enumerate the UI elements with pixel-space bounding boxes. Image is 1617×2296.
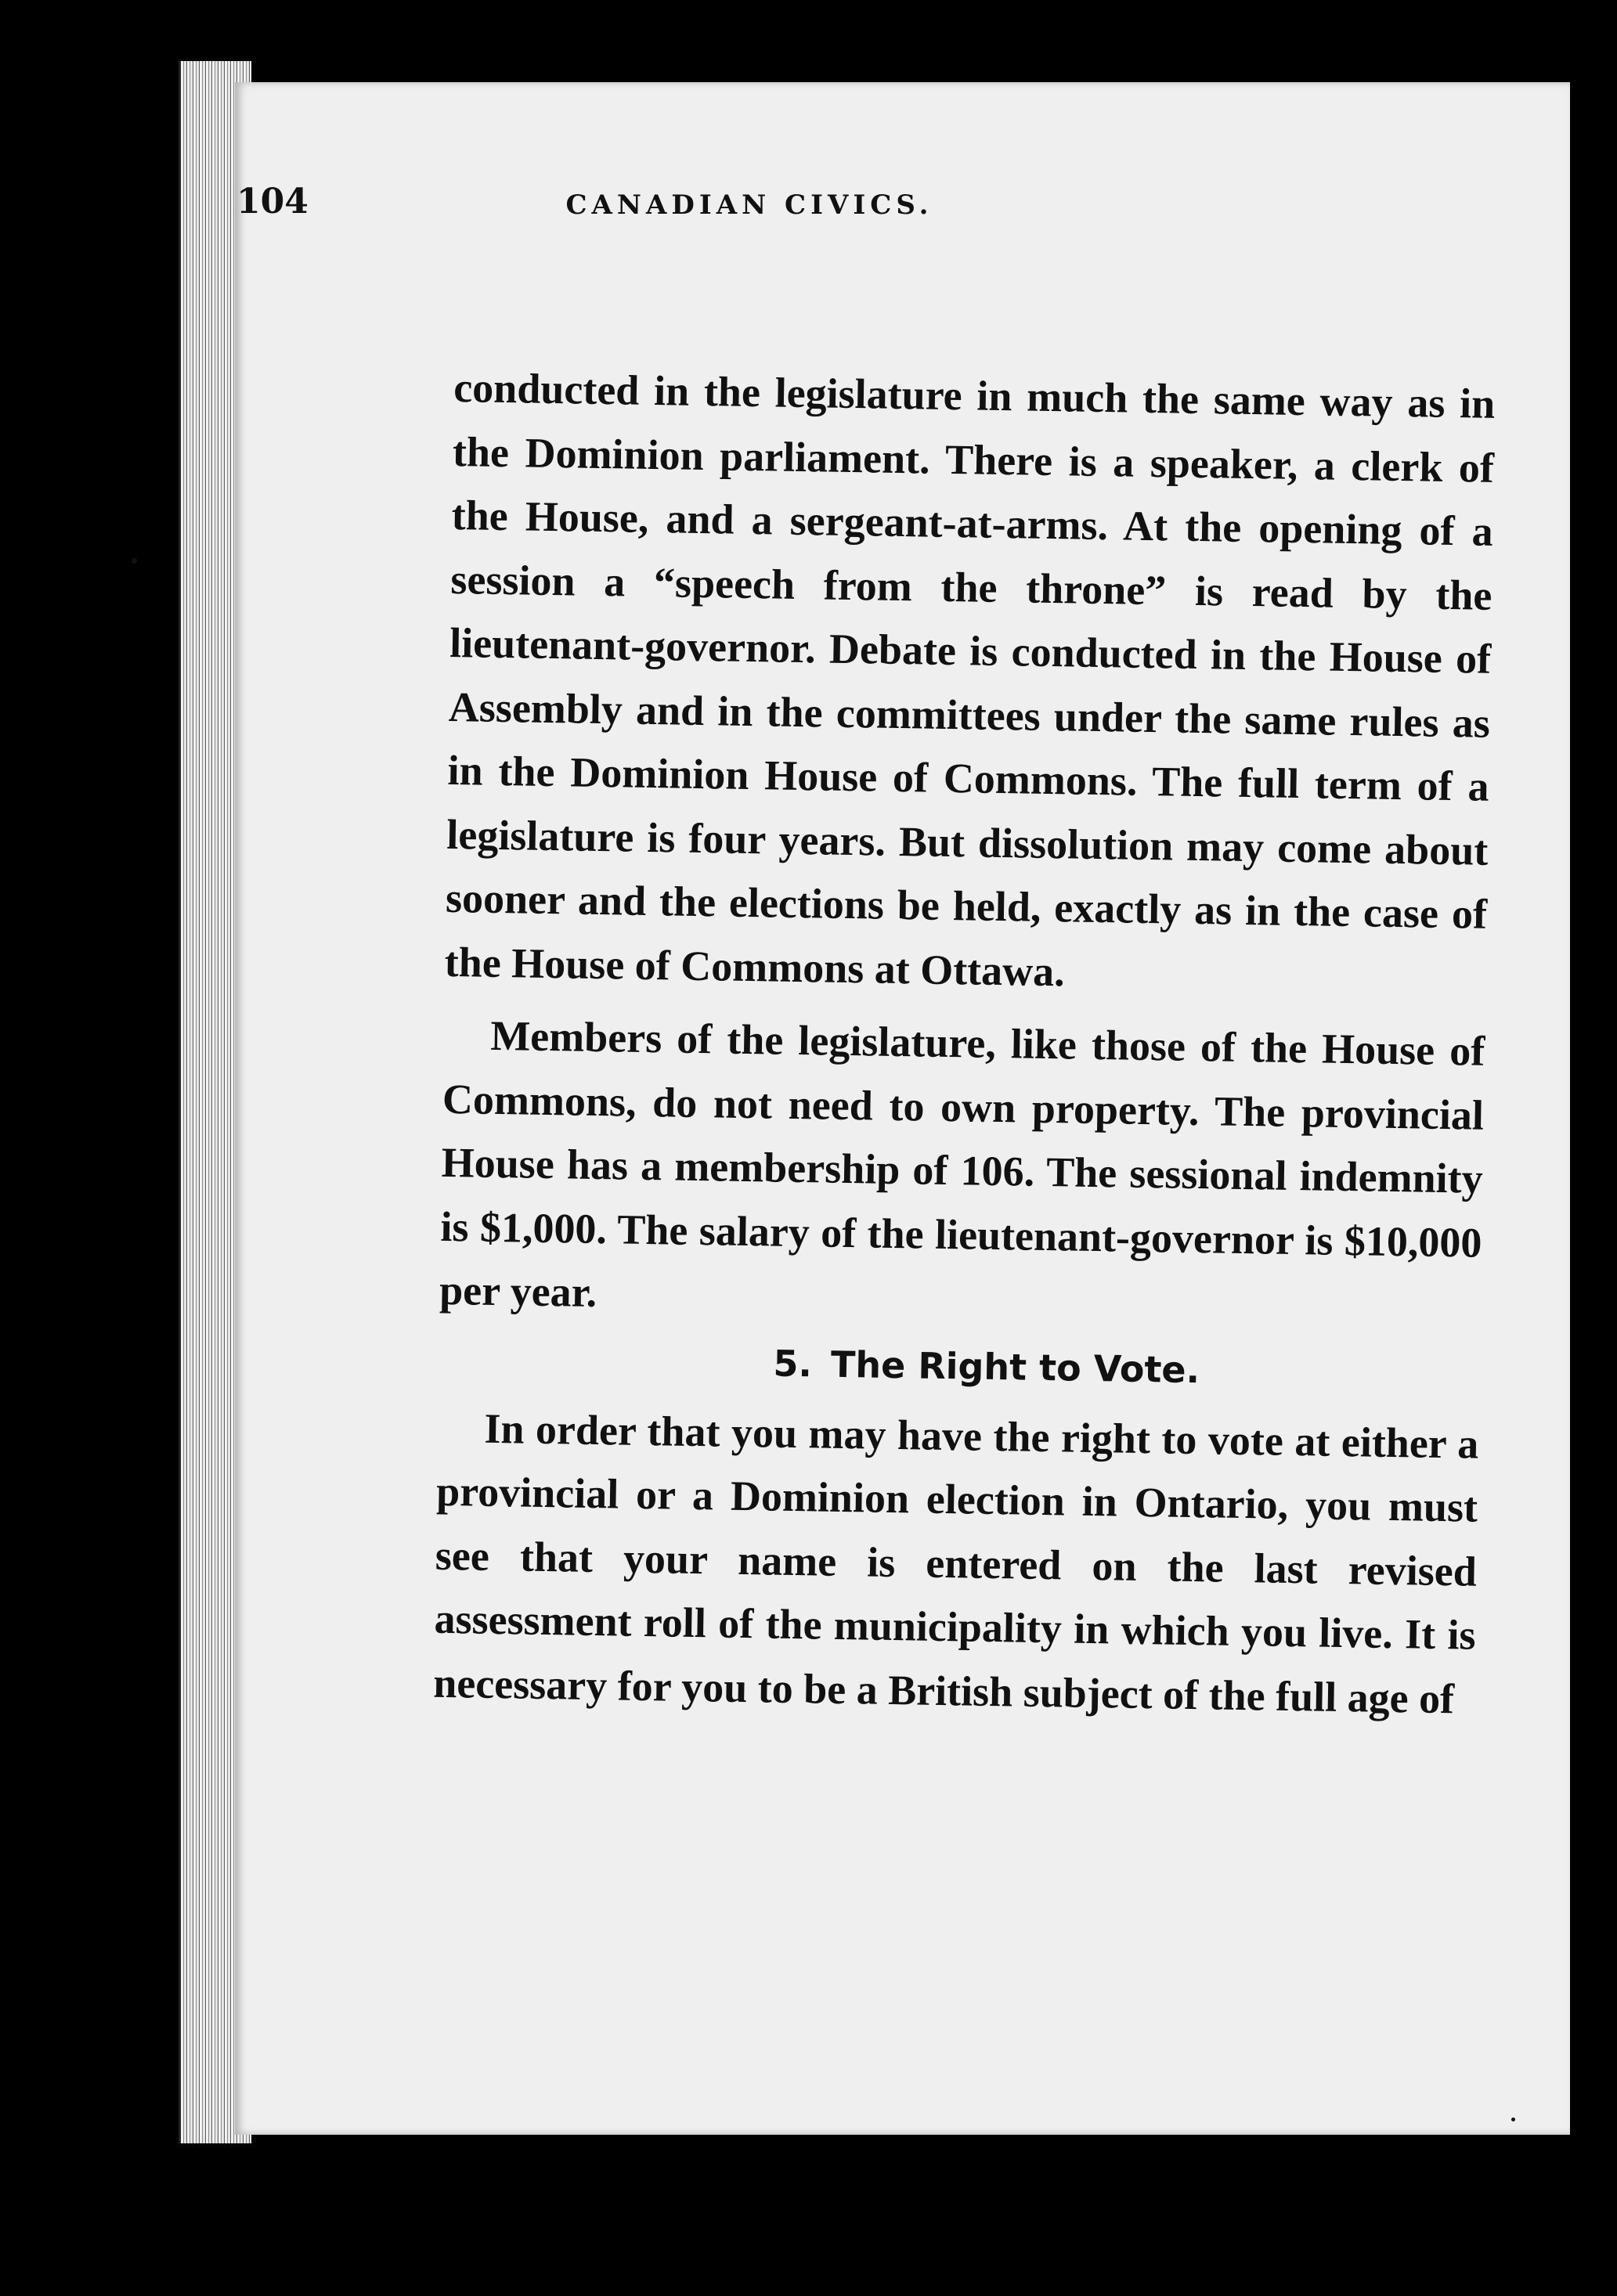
- section-number: 5.: [773, 1342, 813, 1385]
- scan-speck: [1511, 2118, 1515, 2121]
- paragraph-right-to-vote: In order that you may have the right to vote at either a provincial or a Dominion election in Ontario, you must see that your name is entered on the last revised assessment roll of the municipality in which you live. It is necessary for you to be a British subject of the full age of: [432, 1404, 1479, 1722]
- section-heading: [438, 1327, 1480, 1404]
- running-head: [236, 182, 1262, 236]
- paragraph-members: Members of the legislature, like those of the House of Commons, do not need to own property. The provincial House has a membership of 106. The sessional indemnity is $1,000. The salary of the lieutenant-governor is $10,000 per year.: [439, 1011, 1485, 1317]
- body-text: [433, 356, 1496, 1732]
- running-title: CANADIAN CIVICS.: [565, 189, 933, 221]
- scan-speck: [132, 558, 137, 564]
- page-number: 104: [236, 182, 309, 222]
- paragraph-continued: conducted in the legislature in much the same way as in the Dominion parliament. There is a speaker, a clerk of the House, and a sergeant-at-arms. At the opening of a session a “speech from the throne” is read by the lieutenant-governor. Debate is conducted in the House of Assembly and in the committees under the same rules as in the Dominion House of Commons. The full term of a legislature is four years. But dissolution may come about sooner and the elections be held, exactly as in the case of the House of Commons at Ottawa.: [444, 363, 1496, 995]
- section-title: The Right to Vote.: [830, 1343, 1200, 1391]
